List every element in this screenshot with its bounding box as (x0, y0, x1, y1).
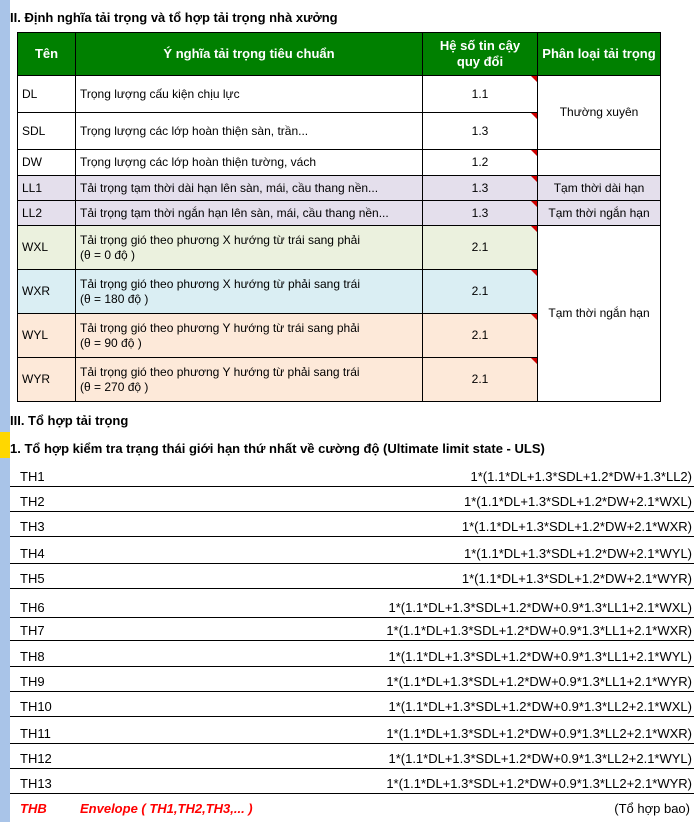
cell-type-empty[interactable] (538, 150, 661, 176)
header-meaning[interactable]: Ý nghĩa tải trọng tiêu chuẩn (76, 33, 423, 76)
combo-row[interactable] (10, 643, 694, 667)
combo-row[interactable] (10, 594, 694, 618)
cell-type-permanent[interactable]: Thường xuyên (538, 76, 661, 150)
combo-name: TH3 (20, 519, 45, 534)
combo-name: TH6 (20, 600, 45, 615)
envelope-name: THB (20, 801, 47, 816)
combo-name: TH4 (20, 546, 45, 561)
cell-meaning[interactable]: Trọng lượng cấu kiện chịu lực (76, 76, 423, 113)
cell-code[interactable]: DL (18, 76, 76, 113)
combo-row[interactable] (10, 513, 694, 537)
cell-factor[interactable]: 2.1 (423, 270, 538, 314)
combo-name: TH8 (20, 649, 45, 664)
row-header-strip (0, 0, 10, 822)
cell-type-long-term[interactable]: Tạm thời dài hạn (538, 176, 661, 201)
section-2-title: II. Định nghĩa tải trọng và tổ hợp tải trọng nhà xưởng (10, 10, 338, 25)
cell-type-short-term-wind[interactable]: Tạm thời ngắn hạn (538, 226, 661, 402)
cell-meaning[interactable]: Trọng lượng các lớp hoàn thiện sàn, trần... (76, 113, 423, 150)
cell-factor[interactable]: 1.2 (423, 150, 538, 176)
combo-formula: 1*(1.1*DL+1.3*SDL+1.2*DW+0.9*1.3*LL1+2.1*WYR) (386, 674, 692, 689)
envelope-label: Envelope ( TH1,TH2,TH3,... ) (80, 801, 253, 816)
cell-factor[interactable]: 2.1 (423, 226, 538, 270)
meaning-line: Tải trọng gió theo phương Y hướng từ trái sang phải (80, 320, 360, 335)
header-code[interactable]: Tên (18, 33, 76, 76)
combo-name: TH2 (20, 494, 45, 509)
combo-formula: 1*(1.1*DL+1.3*SDL+1.2*DW+2.1*WYL) (464, 546, 692, 561)
combo-name: TH5 (20, 571, 45, 586)
table-row (18, 176, 661, 201)
combo-row[interactable] (10, 565, 694, 589)
cell-meaning[interactable] (76, 314, 423, 358)
meaning-angle: (θ = 180 độ ) (80, 291, 149, 306)
subsection-1-title: 1. Tổ hợp kiểm tra trạng thái giới hạn thứ nhất về cường độ (Ultimate limit state - ULS) (10, 441, 545, 456)
cell-factor[interactable]: 1.3 (423, 176, 538, 201)
combo-name: TH1 (20, 469, 45, 484)
selected-row-marker (0, 432, 10, 458)
combo-row[interactable] (10, 488, 694, 512)
combo-row[interactable] (10, 617, 694, 641)
combo-formula: 1*(1.1*DL+1.3*SDL+1.2*DW+2.1*WYR) (461, 571, 692, 586)
combo-formula: 1*(1.1*DL+1.3*SDL+1.2*DW+0.9*1.3*LL2+2.1*WXL) (388, 699, 692, 714)
cell-factor[interactable]: 1.3 (423, 201, 538, 226)
meaning-line: Tải trọng gió theo phương X hướng từ phải sang trái (80, 276, 361, 291)
combo-formula: 1*(1.1*DL+1.3*SDL+1.2*DW+0.9*1.3*LL2+2.1*WYR) (386, 776, 692, 791)
cell-code[interactable]: WXR (18, 270, 76, 314)
combo-formula: 1*(1.1*DL+1.3*SDL+1.2*DW+1.3*LL2) (470, 469, 692, 484)
combo-row[interactable] (10, 693, 694, 717)
load-definition-table (17, 32, 661, 402)
cell-type-short-term[interactable]: Tạm thời ngắn hạn (538, 201, 661, 226)
header-type[interactable]: Phân loại tải trọng (538, 33, 661, 76)
meaning-angle: (θ = 90 độ ) (80, 335, 142, 350)
meaning-line: Tải trọng gió theo phương X hướng từ trái sang phải (80, 232, 361, 247)
table-row (18, 150, 661, 176)
combo-name: TH10 (20, 699, 52, 714)
cell-factor[interactable]: 1.3 (423, 113, 538, 150)
cell-factor[interactable]: 2.1 (423, 358, 538, 402)
envelope-row[interactable] (10, 798, 694, 820)
cell-code[interactable]: WYR (18, 358, 76, 402)
combo-name: TH11 (20, 726, 51, 741)
envelope-note: (Tổ hợp bao) (614, 801, 690, 816)
combo-row[interactable] (10, 668, 694, 692)
combo-row[interactable] (10, 770, 694, 794)
cell-meaning[interactable] (76, 226, 423, 270)
combo-name: TH7 (20, 623, 45, 638)
cell-factor[interactable]: 1.1 (423, 76, 538, 113)
combo-formula: 1*(1.1*DL+1.3*SDL+1.2*DW+0.9*1.3*LL1+2.1*WYL) (388, 649, 692, 664)
combo-formula: 1*(1.1*DL+1.3*SDL+1.2*DW+0.9*1.3*LL1+2.1*WXR) (386, 623, 692, 638)
cell-code[interactable]: WXL (18, 226, 76, 270)
combo-row[interactable] (10, 463, 694, 487)
table-row (18, 76, 661, 113)
cell-code[interactable]: LL2 (18, 201, 76, 226)
meaning-angle: (θ = 270 độ ) (80, 379, 149, 394)
combo-formula: 1*(1.1*DL+1.3*SDL+1.2*DW+0.9*1.3*LL2+2.1*WYL) (388, 751, 692, 766)
table-header-row (18, 33, 661, 76)
cell-code[interactable]: SDL (18, 113, 76, 150)
cell-factor[interactable]: 2.1 (423, 314, 538, 358)
cell-meaning[interactable] (76, 270, 423, 314)
cell-code[interactable]: DW (18, 150, 76, 176)
combo-row[interactable] (10, 720, 694, 744)
table-row (18, 201, 661, 226)
combo-name: TH12 (20, 751, 52, 766)
combo-name: TH13 (20, 776, 52, 791)
section-3-title: III. Tổ hợp tải trọng (10, 413, 129, 428)
cell-meaning[interactable]: Tải trọng tạm thời dài hạn lên sàn, mái, cầu thang nền... (76, 176, 423, 201)
combo-row[interactable] (10, 540, 694, 564)
combo-formula: 1*(1.1*DL+1.3*SDL+1.2*DW+2.1*WXR) (461, 519, 692, 534)
combo-formula: 1*(1.1*DL+1.3*SDL+1.2*DW+0.9*1.3*LL2+2.1*WXR) (386, 726, 692, 741)
header-factor[interactable]: Hệ số tin cậy quy đổi (423, 33, 538, 76)
cell-meaning[interactable] (76, 358, 423, 402)
cell-code[interactable]: WYL (18, 314, 76, 358)
cell-code[interactable]: LL1 (18, 176, 76, 201)
combo-name: TH9 (20, 674, 45, 689)
combo-row[interactable] (10, 745, 694, 769)
combo-formula: 1*(1.1*DL+1.3*SDL+1.2*DW+0.9*1.3*LL1+2.1*WXL) (388, 600, 692, 615)
combo-formula: 1*(1.1*DL+1.3*SDL+1.2*DW+2.1*WXL) (464, 494, 692, 509)
cell-meaning[interactable]: Tải trọng tạm thời ngắn hạn lên sàn, mái, cầu thang nền... (76, 201, 423, 226)
table-row (18, 226, 661, 270)
cell-meaning[interactable]: Trọng lượng các lớp hoàn thiện tường, vách (76, 150, 423, 176)
meaning-angle: (θ = 0 độ ) (80, 247, 136, 262)
meaning-line: Tải trọng gió theo phương Y hướng từ phải sang trái (80, 364, 360, 379)
